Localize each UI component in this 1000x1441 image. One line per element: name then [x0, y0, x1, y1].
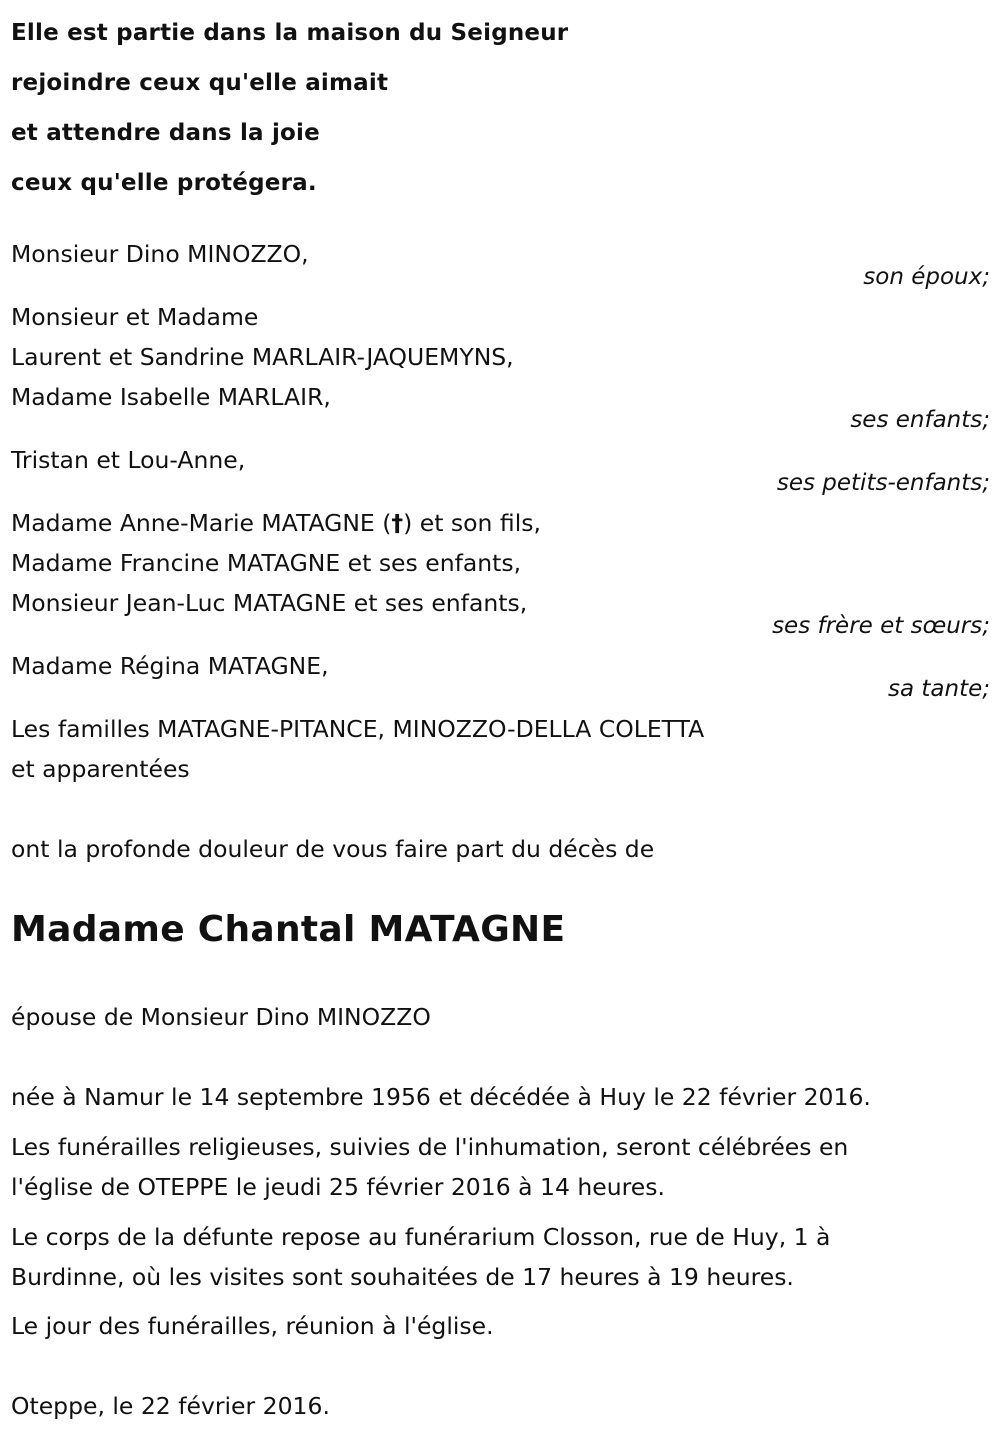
children-line: Laurent et Sandrine MARLAIR-JAQUEMYNS, [11, 343, 514, 371]
place-date: Oteppe, le 22 février 2016. [11, 1392, 330, 1420]
aunt-relation: sa tante; [888, 676, 990, 702]
deceased-spouse: épouse de Monsieur Dino MINOZZO [11, 1003, 431, 1031]
funeral-line: l'église de OTEPPE le jeudi 25 février 2016 à 14 heures. [11, 1173, 665, 1201]
spouse-name: Monsieur Dino MINOZZO, [11, 240, 309, 268]
verse-line: rejoindre ceux qu'elle aimait [11, 70, 389, 96]
families-line: et apparentées [11, 755, 190, 783]
children-relation: ses enfants; [850, 407, 990, 433]
opening-verse [11, 8, 568, 208]
verse-line: ceux qu'elle protégera. [11, 170, 317, 196]
children-line: Madame Isabelle MARLAIR, [11, 383, 331, 411]
rest-line: Le corps de la défunte repose au funérarium Closson, rue de Huy, 1 à [11, 1223, 831, 1251]
birth-death-line: née à Namur le 14 septembre 1956 et décédée à Huy le 22 février 2016. [11, 1083, 871, 1111]
rest-line: Burdinne, où les visites sont souhaitées de 17 heures à 19 heures. [11, 1263, 794, 1291]
deceased-name: Madame Chantal MATAGNE [11, 909, 566, 950]
verse-line: Elle est partie dans la maison du Seigneur [11, 20, 569, 46]
sibling-suffix: ) et son fils, [403, 509, 541, 537]
funeral-line: Les funérailles religieuses, suivies de l'inhumation, seront célébrées en [11, 1133, 849, 1161]
grandchildren-relation: ses petits-enfants; [776, 470, 990, 496]
verse-line: et attendre dans la joie [11, 120, 320, 146]
cross-icon: † [391, 509, 404, 537]
sibling-line: Madame Francine MATAGNE et ses enfants, [11, 549, 522, 577]
announcement: ont la profonde douleur de vous faire part du décès de [11, 835, 655, 863]
sibling-name: Madame Anne-Marie MATAGNE ( [11, 509, 392, 537]
meeting-line: Le jour des funérailles, réunion à l'église. [11, 1312, 494, 1340]
children-line: Monsieur et Madame [11, 303, 259, 331]
families-line: Les familles MATAGNE-PITANCE, MINOZZO-DELLA COLETTA [11, 715, 705, 743]
sibling-line: Monsieur Jean-Luc MATAGNE et ses enfants, [11, 589, 528, 617]
aunt-line: Madame Régina MATAGNE, [11, 652, 329, 680]
siblings-relation: ses frère et sœurs; [772, 613, 990, 639]
grandchildren-line: Tristan et Lou-Anne, [11, 446, 246, 474]
spouse-relation: son époux; [863, 264, 990, 290]
sibling-line [11, 503, 541, 543]
